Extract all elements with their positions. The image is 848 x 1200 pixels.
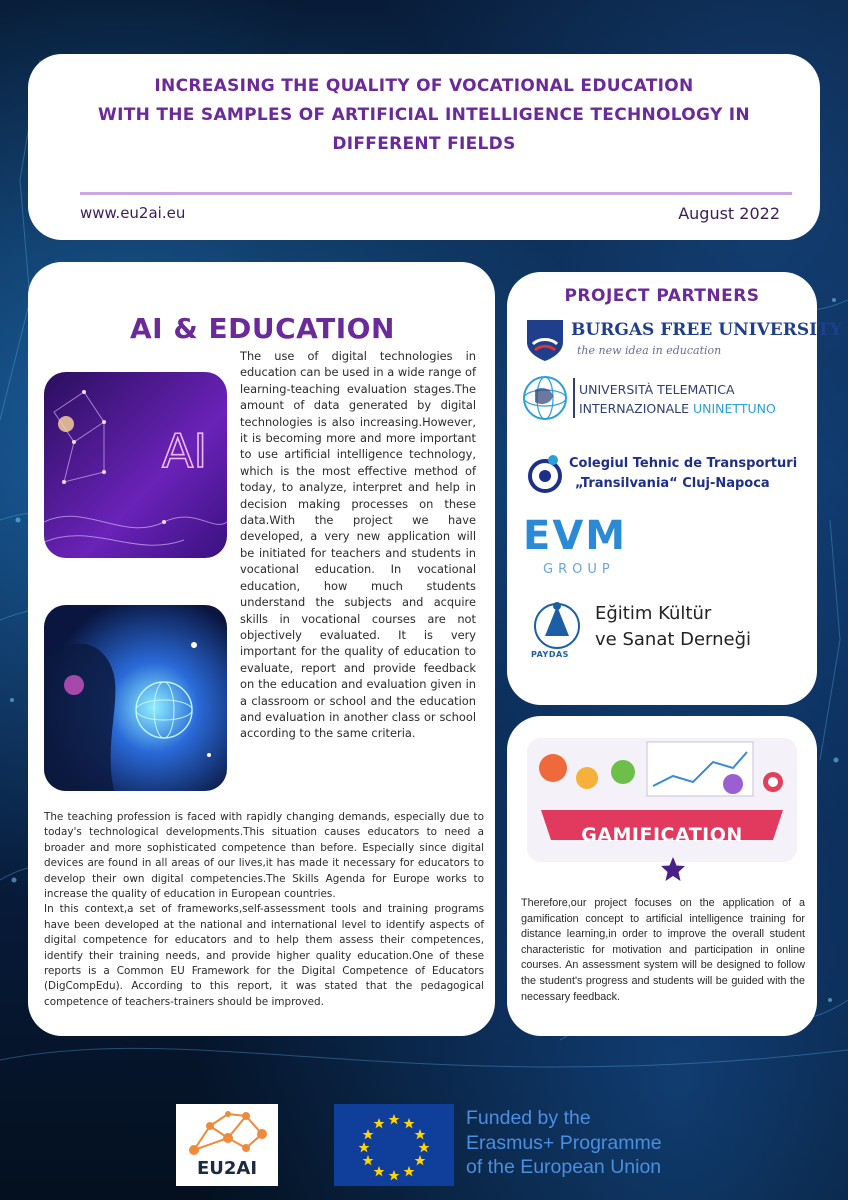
header-divider bbox=[80, 192, 792, 195]
partner-uninettuno-line2a: INTERNAZIONALE bbox=[579, 401, 693, 416]
partner-colegiul bbox=[527, 452, 817, 498]
eu-stars-icon bbox=[334, 1104, 454, 1186]
funding-statement bbox=[466, 1106, 662, 1180]
title-line-2: WITH THE SAMPLES OF ARTIFICIAL INTELLIGENCE TECHNOLOGY IN bbox=[98, 105, 750, 125]
eu-flag bbox=[334, 1104, 454, 1186]
ai-hand-image bbox=[44, 372, 227, 558]
header-card bbox=[28, 54, 820, 240]
funded-line-1: Funded by the bbox=[466, 1107, 591, 1129]
paydas-logo-icon bbox=[527, 598, 591, 658]
partner-uninettuno bbox=[521, 374, 811, 424]
robot-globe-image bbox=[44, 605, 227, 791]
partners-title: PROJECT PARTNERS bbox=[564, 286, 760, 306]
gamification-banner-label: GAMIFICATION bbox=[581, 824, 743, 846]
page-title bbox=[48, 72, 800, 159]
partner-burgas bbox=[525, 318, 842, 364]
gamification-text: Therefore,our project focuses on the application of a gamification concept to artificial intelligence training for distance learning,in order to improve the overall student characteristic for motivation and participation in online courses. An assessment system will be designed to follow the student's progress and students will be guided with the necessary feedback. bbox=[521, 897, 805, 1003]
burgas-shield-icon bbox=[525, 318, 565, 362]
partner-paydas-line2: ve Sanat Derneği bbox=[595, 629, 752, 650]
partner-paydas bbox=[527, 598, 817, 662]
partner-evm-name: EVM bbox=[523, 513, 628, 559]
title-line-3: DIFFERENT FIELDS bbox=[332, 134, 516, 154]
funded-line-2: Erasmus+ Programme bbox=[466, 1131, 662, 1154]
colegiul-wheel-icon bbox=[527, 454, 563, 494]
ai-education-card bbox=[28, 262, 495, 1036]
eu2ai-logo-label: EU2AI bbox=[196, 1158, 258, 1179]
partner-uninettuno-line2b: UNINETTUNO bbox=[692, 401, 776, 416]
gamification-card bbox=[507, 716, 817, 1036]
partner-evm bbox=[523, 513, 643, 582]
issue-date: August 2022 bbox=[678, 204, 780, 223]
network-logo-icon bbox=[176, 1104, 278, 1160]
gamification-banner bbox=[527, 738, 797, 862]
section-heading: AI & EDUCATION bbox=[130, 312, 395, 345]
ai-letters: AI bbox=[162, 424, 208, 478]
partner-uninettuno-line1: UNIVERSITÀ TELEMATICA bbox=[579, 382, 735, 397]
body-text bbox=[44, 810, 484, 1010]
partner-colegiul-line2: „Transilvania“ Cluj-Napoca bbox=[575, 476, 770, 491]
paydas-logo-text: PAYDAS bbox=[531, 650, 569, 659]
eu2ai-logo bbox=[176, 1104, 278, 1186]
intro-paragraph: The use of digital technologies in education can be used in a wide range of learning-teaching evaluation stages.The amount of data generated by digital technologies is also increasing.However, it is becoming more and more important to use artificial intelligence technology, which is the most effective method of today, to analyze, interpret and help in decision making processes on these data.With the project we have developed, a very new application will be initiated for teachers and students in vocational education. In vocational education, how much students understand the subjects and acquire skills in vocational courses are not objectively evaluated. It is very important for the quality of education to evaluate, report and provide feedback on the education and evaluation given in a classroom or school and the education and evaluation in another class or school according to the same criteria. bbox=[240, 349, 476, 741]
body-paragraph-2: In this context,a set of frameworks,self-assessment tools and training programs have been developed at the national and international level to identify aspects of digital competence for educators and to help them assess their competences, identify their training needs, and provide higher quality education.One of these reports is a Common EU Framework for the Digital Competence of Educators (DigCompEdu). According to this report, it was stated that the pedagogical competence of teachers-trainers should be improved. bbox=[44, 903, 484, 1008]
funded-line-3: of the European Union bbox=[466, 1156, 662, 1178]
partner-burgas-tagline: the new idea in education bbox=[577, 344, 722, 357]
body-paragraph-1: The teaching profession is faced with rapidly changing demands, especially due to today's technological developments.This situation causes educators to need a broader and more sophisticated competence than before. Especially since digital devices are found in all areas of our lives,it has made it necessary for educators to develop their own digital competencies.The Skills Agenda for Europe works to increase the quality of education in European countries. bbox=[44, 811, 484, 901]
partner-colegiul-line1: Colegiul Tehnic de Transporturi bbox=[569, 456, 798, 471]
partner-evm-sub: GROUP bbox=[543, 562, 615, 577]
title-line-1: INCREASING THE QUALITY OF VOCATIONAL EDUCATION bbox=[154, 76, 694, 96]
project-partners-card bbox=[507, 272, 842, 705]
partner-burgas-name: BURGAS FREE UNIVERSITY bbox=[571, 320, 842, 340]
website-link[interactable]: www.eu2ai.eu bbox=[80, 204, 186, 222]
star-icon bbox=[660, 856, 686, 882]
partner-paydas-line1: Eğitim Kültür bbox=[595, 603, 712, 624]
globe-icon bbox=[521, 374, 569, 422]
